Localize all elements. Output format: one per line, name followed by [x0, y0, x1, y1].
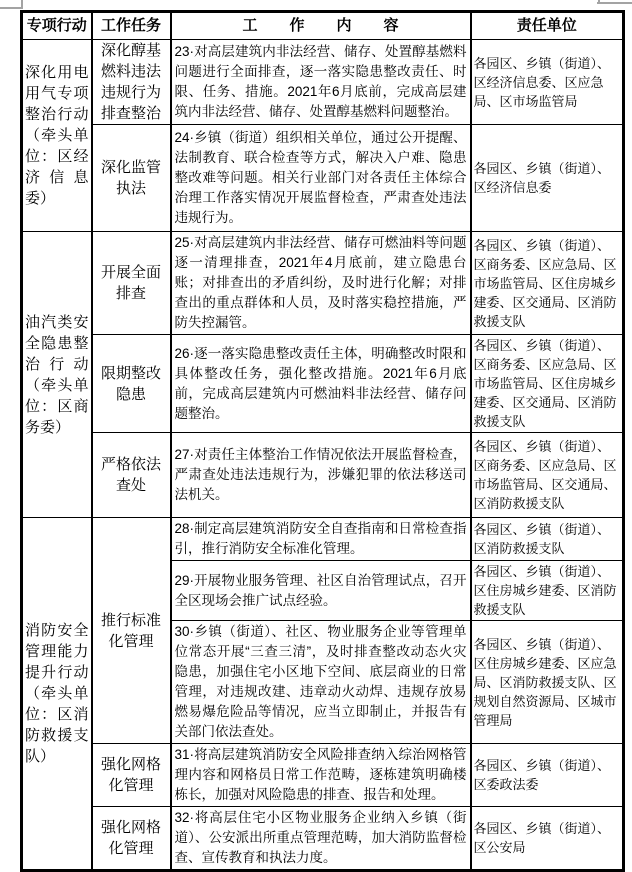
header-cell-unit: 责任单位 — [471, 12, 624, 40]
task-cell: 强化网格化管理 — [92, 744, 171, 807]
table-row — [22, 518, 624, 561]
content-cell: 27·对责任主体整治工作情况依法开展监督检查，严肃查处违法违规行为，涉嫌犯罪的依法移送司法机关。 — [171, 433, 471, 518]
page-edge-artifact-topleft-vertical — [21, 0, 23, 9]
unit-cell: 各园区、乡镇（街道）、区商务委、区应急局、区市场监管局、区住房城乡建委、区交通局、区消防救援支队 — [471, 232, 624, 335]
content-cell: 28·制定高层建筑消防安全自查指南和日常检查指引，推行消防安全标准化管理。 — [171, 518, 471, 561]
content-cell: 26·逐一落实隐患整改责任主体，明确整改时限和具体整改任务，强化整改措施。2021年6月底前，完成高层建筑内可燃油料非法经营、储存问题整治。 — [171, 335, 471, 433]
header-row — [22, 12, 624, 40]
task-cell: 深化醇基燃料违法违规行为排查整治 — [92, 40, 171, 125]
content-cell: 32·将高层住宅小区物业服务企业纳入乡镇（街道）、公安派出所重点管理范畴，加大消防监督检查、宣传教育和执法力度。 — [171, 807, 471, 871]
page-edge-artifact-topright-horizontal — [597, 2, 632, 4]
unit-cell: 各园区、乡镇（街道）、区商务委、区应急局、区市场监管局、区住房城乡建委、区交通局、区消防救援支队 — [471, 335, 624, 433]
content-cell: 24·乡镇（街道）组织相关单位，通过公开提醒、法制教育、联合检查等方式，解决入户难、隐患整改难等问题。相关行业部门对各责任主体综合治理工作落实情况开展监督检查，严肃查处违法违规行为。 — [171, 125, 471, 232]
task-cell: 强化网格化管理 — [92, 807, 171, 871]
unit-cell: 各园区、乡镇（街道）、区经济信息委 — [471, 125, 624, 232]
task-cell: 深化监管执法 — [92, 125, 171, 232]
content-cell: 31·将高层建筑消防安全风险排查纳入综治网格管理内容和网格员日常工作范畴，逐栋建筑明确楼栋长，加强对风险隐患的排查、报告和处理。 — [171, 744, 471, 807]
page-edge-artifact-topright-vertical — [598, 0, 600, 4]
table-row — [22, 807, 624, 871]
table-row — [22, 335, 624, 433]
task-cell-standardized-management: 推行标准化管理 — [92, 518, 171, 744]
unit-cell: 各园区、乡镇（街道）、区商务委、区应急局、区市场监管局、区交通局、区消防救援支队 — [471, 433, 624, 518]
table-row — [22, 232, 624, 335]
action-cell-fire-safety: 消防安全管理能力提升行动（牵头单位：区消防救援支队） — [22, 518, 92, 871]
table-row — [22, 40, 624, 125]
content-cell: 30·乡镇（街道）、社区、物业服务企业等管理单位常态开展“三查三清”，及时排查整改动态火灾隐患，加强住宅小区地下空间、底层商业的日常管理，对违规改建、违章动火动焊、违规存放易燃易爆危险品等情况，应当立即制止，并报告有关部门依法查处。 — [171, 621, 471, 744]
table-row — [22, 433, 624, 518]
header-cell-action: 专项行动 — [22, 12, 92, 40]
table-row — [22, 744, 624, 807]
unit-cell: 各园区、乡镇（街道）、区住房城乡建委、区消防救援支队 — [471, 561, 624, 621]
content-cell: 23·对高层建筑内非法经营、储存、处置醇基燃料问题进行全面排查，逐一落实隐患整改责任、时限、任务、措施。2021年6月底前，完成高层建筑内非法经营、储存、处置醇基燃料问题整治。 — [171, 40, 471, 125]
action-cell-electricity-gas: 深化用电用气专项整治行动（牵头单位：区经济信息委） — [22, 40, 92, 232]
content-cell: 29·开展物业服务管理、社区自治管理试点，召开全区现场会推广试点经验。 — [171, 561, 471, 621]
unit-cell: 各园区、乡镇（街道）、区委政法委 — [471, 744, 624, 807]
unit-cell: 各园区、乡镇（街道）、区经济信息委、区应急局、区市场监管局 — [471, 40, 624, 125]
unit-cell: 各园区、乡镇（街道）、区消防救援支队 — [471, 518, 624, 561]
content-cell: 25·对高层建筑内非法经营、储存可燃油料等问题逐一清理排查，2021年4月底前，建立隐患台账；对排查出的矛盾纠纷，及时进行化解；对排查出的重点群体和人员，及时落实稳控措施，严防失控漏管。 — [171, 232, 471, 335]
table-row — [22, 125, 624, 232]
header-cell-task: 工作任务 — [92, 12, 171, 40]
task-cell: 严格依法查处 — [92, 433, 171, 518]
page-edge-artifact-topleft-horizontal — [0, 7, 22, 9]
unit-cell: 各园区、乡镇（街道）、区公安局 — [471, 807, 624, 871]
header-cell-content — [171, 12, 471, 40]
unit-cell: 各园区、乡镇（街道）、区住房城乡建委、区应急局、区消防救援支队、区规划自然资源局、区城市管理局 — [471, 621, 624, 744]
work-plan-table — [20, 10, 625, 872]
header-cell-content-label: 工作内容 — [242, 17, 431, 34]
task-cell: 限期整改隐患 — [92, 335, 171, 433]
action-cell-oil-gas: 油汽类安全隐患整治行动（牵头单位：区商务委） — [22, 232, 92, 518]
task-cell: 开展全面排查 — [92, 232, 171, 335]
